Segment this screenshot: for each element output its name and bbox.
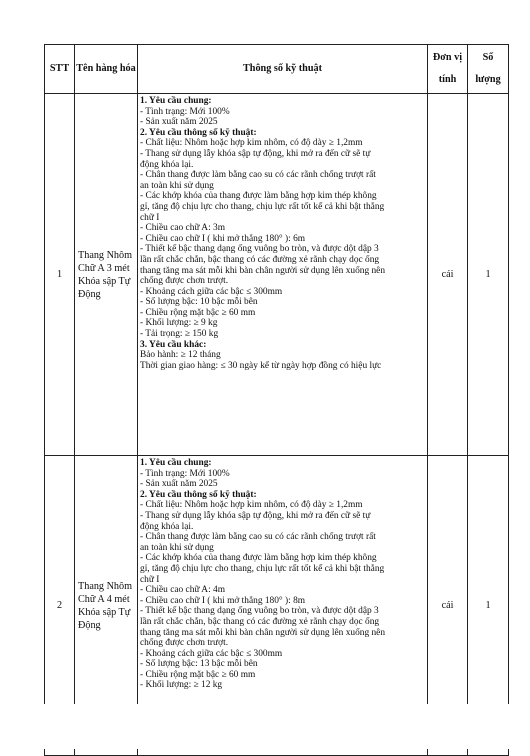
row-quantity: 1 [468, 456, 509, 756]
item-name-line: Động [78, 619, 101, 631]
spec-line: Bảo hành: ≥ 12 tháng [140, 350, 221, 361]
spec-line: lần rất chắc chắn, bậc thang có các đường xẻ rãnh chạy dọc ống [140, 616, 380, 627]
spec-line: động khóa lại. [140, 521, 194, 532]
spec-line: - Chất liệu: Nhôm hoặc hợp kim nhôm, có độ dày ≥ 1,2mm [140, 138, 363, 149]
spec-line: - Số lượng bậc: 10 bậc mỗi bên [140, 297, 258, 308]
spec-section-heading: 2. Yêu cầu thông số kỹ thuật: [140, 127, 257, 138]
spec-line: - Tình trạng: Mới 100% [140, 468, 230, 479]
header-name: Tên hàng hóa [75, 45, 138, 94]
spec-line: chữ I [140, 212, 160, 223]
table-row [45, 94, 509, 456]
header-qty-line: Số [482, 52, 494, 63]
spec-line: - Chiều rộng mặt bậc ≥ 60 mm [140, 307, 256, 318]
spec-line: - Chất liệu: Nhôm hoặc hợp kim nhôm, có độ dày ≥ 1,2mm [140, 500, 363, 511]
spec-line: gỉ, tăng độ chịu lực cho thang, chịu lực rất tốt kể cả khi bật thẳng [140, 201, 385, 212]
spec-line: - Tình trạng: Mới 100% [140, 106, 230, 117]
spec-section-heading: 2. Yêu cầu thông số kỹ thuật: [140, 489, 257, 500]
spec-line: động khóa lại. [140, 159, 194, 170]
row-stt: 1 [45, 94, 75, 456]
row-unit: cái [428, 94, 468, 456]
row-quantity: 1 [468, 94, 509, 456]
spec-line: thang tăng ma sát mỗi khi bàn chân người sử dụng lên xuống nên [140, 627, 386, 638]
spec-line: Thời gian giao hàng: ≤ 30 ngày kể từ ngày hợp đồng có hiệu lực [140, 360, 382, 371]
spec-line: gỉ, tăng độ chịu lực cho thang, chịu lực rất tốt kể cả khi bật thẳng [140, 563, 385, 574]
spec-line: - Chiều cao chữ A: 4m [140, 585, 226, 596]
page-bottom-margin [44, 704, 509, 749]
spec-line: chống được chơn trượt. [140, 276, 229, 287]
item-name-line: Chữ A 4 mét [78, 593, 130, 605]
spec-section-heading: 3. Yêu cầu khác: [140, 339, 207, 350]
header-qty-line: lượng [475, 74, 501, 85]
table-header-row [45, 45, 509, 94]
spec-line: - Khoảng cách giữa các bậc ≤ 300mm [140, 286, 283, 297]
spec-line: - Chân thang được làm bằng cao su có các rãnh chống trượt rất [140, 170, 376, 181]
spec-line: - Thang sử dụng lẫy khóa sập tự động, khi mở ra đến cữ sẽ tự [140, 510, 371, 521]
item-name-line: Chữ A 3 mét [78, 262, 130, 274]
row-specs [138, 94, 428, 456]
spec-line: - Sản xuất năm 2025 [140, 479, 218, 490]
header-unit-line: Đơn vị [432, 52, 463, 63]
spec-line: - Chiều rộng mặt bậc ≥ 60 mm [140, 669, 256, 680]
spec-section-heading: 1. Yêu cầu chung: [140, 96, 212, 106]
row-item-name [75, 94, 138, 456]
spec-line: - Khối lượng: ≥ 12 kg [140, 680, 223, 691]
spec-line: - Khối lượng: ≥ 9 kg [140, 318, 218, 329]
spec-line: - Thang sử dụng lẫy khóa sập tự động, khi mở ra đến cữ sẽ tự [140, 148, 371, 159]
header-spec: Thông số kỹ thuật [138, 45, 428, 94]
item-name-line: Khóa sập Tự [78, 606, 131, 618]
spec-line: chữ I [140, 574, 160, 585]
header-qty [468, 45, 509, 94]
spec-line: - Số lượng bậc: 13 bậc mỗi bên [140, 659, 258, 670]
specification-table [44, 44, 509, 756]
item-name-line: Khóa sập Tự [78, 275, 131, 287]
spec-line: thang tăng ma sát mỗi khi bàn chân người sử dụng lên xuống nên [140, 265, 386, 276]
item-name-line: Động [78, 288, 101, 300]
spec-line: - Chiều cao chữ I ( khi mở thẳng 180° ): 8m [140, 595, 306, 606]
spec-line: - Khoảng cách giữa các bậc ≤ 300mm [140, 648, 283, 659]
spec-line: - Các khớp khóa của thang được làm bằng hợp kim thép không [140, 191, 377, 202]
item-name-line: Thang Nhôm [78, 580, 133, 592]
spec-section-heading: 1. Yêu cầu chung: [140, 458, 212, 468]
spec-line: - Chiều cao chữ I ( khi mở thẳng 180° ): 6m [140, 233, 306, 244]
spec-line: lần rất chắc chắn, bậc thang có các đường xẻ rãnh chạy dọc ống [140, 254, 380, 265]
item-name-line: Thang Nhôm [78, 249, 133, 261]
row-stt: 2 [45, 456, 75, 756]
spec-line: - Các khớp khóa của thang được làm bằng hợp kim thép không [140, 553, 377, 564]
header-stt: STT [45, 45, 75, 94]
spec-line: - Sản xuất năm 2025 [140, 117, 218, 128]
header-unit [428, 45, 468, 94]
spec-line: an toàn khi sử dụng [140, 180, 214, 191]
row-unit: cái [428, 456, 468, 756]
spec-line: - Tải trọng: ≥ 150 kg [140, 329, 219, 340]
spec-line: - Chân thang được làm bằng cao su có các rãnh chống trượt rất [140, 532, 376, 543]
spec-line: chống được chơn trượt. [140, 638, 229, 649]
spec-line: - Chiều cao chữ A: 3m [140, 223, 226, 234]
spec-line: an toàn khi sử dụng [140, 542, 214, 553]
header-unit-line: tính [438, 74, 457, 85]
spec-line: - Thiết kế bậc thang dạng ống vuông bo tròn, và được dột dập 3 [140, 244, 379, 255]
spec-line: - Thiết kế bậc thang dạng ống vuông bo tròn, và được dột dập 3 [140, 606, 379, 617]
